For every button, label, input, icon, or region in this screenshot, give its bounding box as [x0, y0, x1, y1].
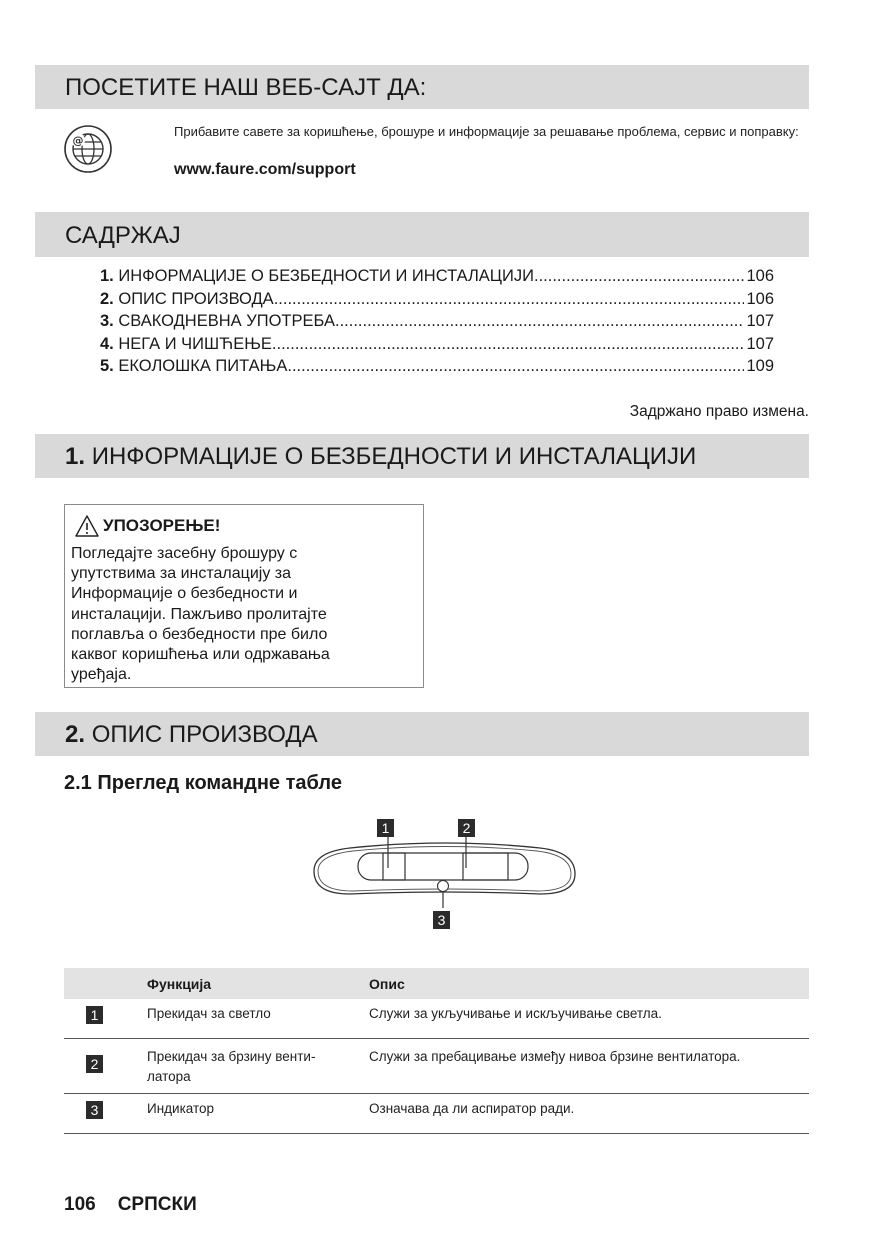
row-number: 2 — [86, 1055, 103, 1073]
section1-title: 1. ИНФОРМАЦИЈЕ О БЕЗБЕДНОСТИ И ИНСТАЛАЦИЈИ — [65, 443, 697, 470]
toc-page: 107 — [746, 312, 774, 330]
page-footer — [64, 1194, 197, 1216]
page-number: 106 — [64, 1194, 96, 1215]
section2-header-band — [35, 712, 809, 756]
toc-item[interactable]: 2. ОПИС ПРОИЗВОДА ..... 106 — [100, 288, 774, 311]
row-description: Служи за пребацивање између нивоа брзине вентилатора. — [369, 1039, 809, 1094]
toc-item[interactable]: 1. ИНФОРМАЦИЈЕ О БЕЗБЕДНОСТИ И ИНСТАЛАЦИЈИ ..... 106 — [100, 265, 774, 288]
warning-text: Погледајте засебну брошуру с упутствима за инсталацију за Информације о безбедности и инсталацији. Пажљиво пролитајте поглавља о безбедности пре било каквог коришћења или одржавања уређаја. — [71, 545, 330, 684]
toc-page: 109 — [746, 357, 774, 375]
table-row — [64, 999, 809, 1039]
support-url-link[interactable]: www.faure.com/support — [174, 161, 356, 178]
rights-note: Задржано право измена. — [629, 403, 809, 420]
row-number: 3 — [86, 1101, 103, 1119]
language-label: СРПСКИ — [117, 1194, 197, 1215]
column-header-function: Функција — [147, 968, 369, 999]
toc-page: 106 — [746, 267, 774, 285]
row-function: Прекидач за светло — [147, 999, 369, 1039]
table-header-row — [64, 968, 809, 999]
website-header-title: ПОСЕТИТЕ НАШ ВЕБ-САЈТ ДА: — [65, 74, 427, 101]
row-description: Означава да ли аспиратор ради. — [369, 1094, 809, 1134]
table-row — [64, 1094, 809, 1134]
section1-header-band — [35, 434, 809, 478]
subsection-title: 2.1 Преглед командне табле — [64, 772, 342, 794]
table-row — [64, 1039, 809, 1094]
contents-header-band — [35, 212, 809, 257]
diagram-label-2: 2 — [458, 819, 475, 837]
globe-at-icon — [63, 124, 113, 174]
toc-item[interactable]: 5. ЕКОЛОШКА ПИТАЊА ..... 109 — [100, 355, 774, 378]
svg-text:@: @ — [72, 134, 84, 147]
row-function: Индикатор — [147, 1094, 369, 1134]
row-number: 1 — [86, 1006, 103, 1024]
column-header-description: Опис — [369, 968, 809, 999]
contents-header-title: САДРЖАЈ — [65, 222, 181, 249]
warning-box — [64, 504, 424, 688]
diagram-label-3: 3 — [433, 911, 450, 929]
diagram-label-1: 1 — [377, 819, 394, 837]
row-description: Служи за укључивање и искључивање светла. — [369, 999, 809, 1039]
toc-item[interactable]: 4. НЕГА И ЧИШЋЕЊЕ ..... 107 — [100, 333, 774, 356]
section2-title: 2. ОПИС ПРОИЗВОДА — [65, 721, 318, 748]
warning-title: УПОЗОРЕЊЕ! — [75, 515, 220, 537]
row-function: Прекидач за брзину венти- латора — [147, 1039, 369, 1094]
warning-triangle-icon — [75, 515, 99, 537]
toc-page: 106 — [746, 289, 774, 308]
toc-item[interactable]: 3. СВАКОДНЕВНА УПОТРЕБА ..... 107 — [100, 310, 774, 333]
toc-page: 107 — [746, 334, 774, 353]
table-of-contents — [100, 265, 774, 378]
function-table — [64, 968, 809, 1134]
website-header-band — [35, 65, 809, 109]
website-description: Прибавите савете за коришћење, брошуре и информације за решавање проблема, сервис и поправку: — [174, 124, 799, 139]
